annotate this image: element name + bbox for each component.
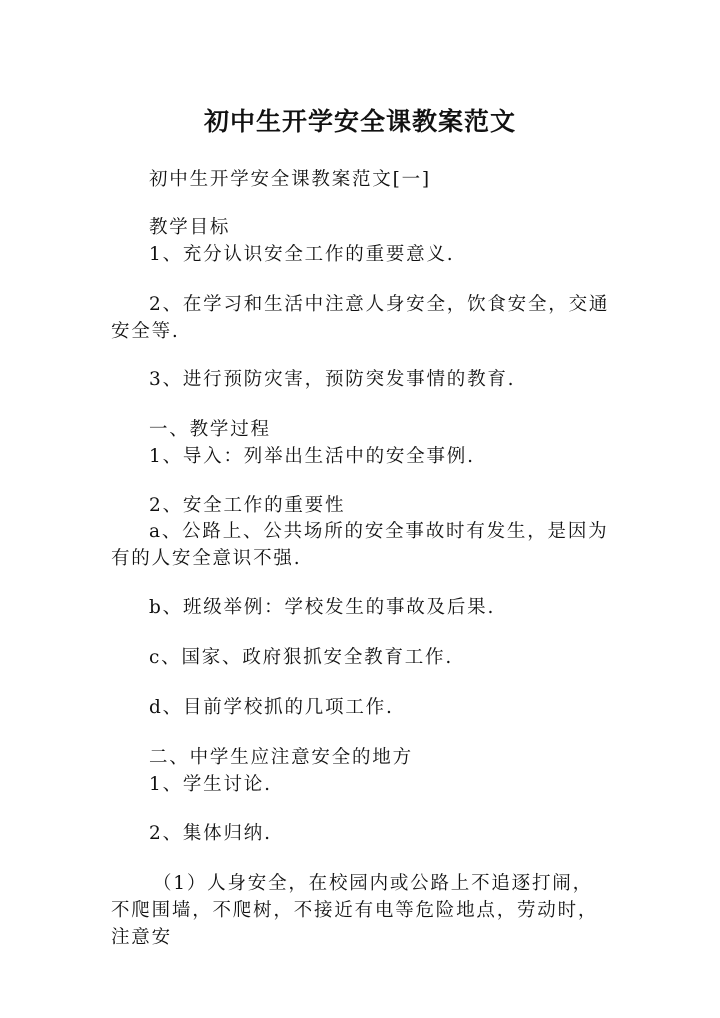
paragraph: 3、进行预防灾害，预防突发事情的教育. (149, 369, 516, 390)
paragraph: 1、充分认识安全工作的重要意义. (149, 244, 455, 265)
paragraph: （1）人身安全，在校园内或公路上不追逐打闹，不爬围墙，不爬树，不接近有电等危险地点，劳动时，注意安 (111, 873, 599, 948)
paragraph: 教学目标 (149, 217, 231, 238)
paragraph: 2、安全工作的重要性 (149, 495, 346, 516)
paragraph: 1、学生讨论. (149, 774, 272, 795)
paragraph: b、班级举例：学校发生的事故及后果. (149, 597, 496, 618)
paragraph: a、公路上、公共场所的安全事故时有发生，是因为有的人安全意识不强. (111, 521, 609, 569)
paragraph: 2、集体归纳. (149, 823, 272, 844)
paragraph: 二、中学生应注意安全的地方 (149, 747, 413, 768)
section-heading: 初中生开学安全课教案范文[一] (149, 169, 431, 190)
paragraph: 一、教学过程 (149, 419, 271, 440)
paragraph: d、目前学校抓的几项工作. (149, 697, 394, 718)
paragraph: 1、导入：列举出生活中的安全事例. (149, 446, 475, 467)
document-title: 初中生开学安全课教案范文 (203, 107, 516, 136)
paragraph: c、国家、政府狠抓安全教育工作. (149, 647, 454, 668)
paragraph: 2、在学习和生活中注意人身安全，饮食安全，交通安全等. (111, 294, 610, 342)
